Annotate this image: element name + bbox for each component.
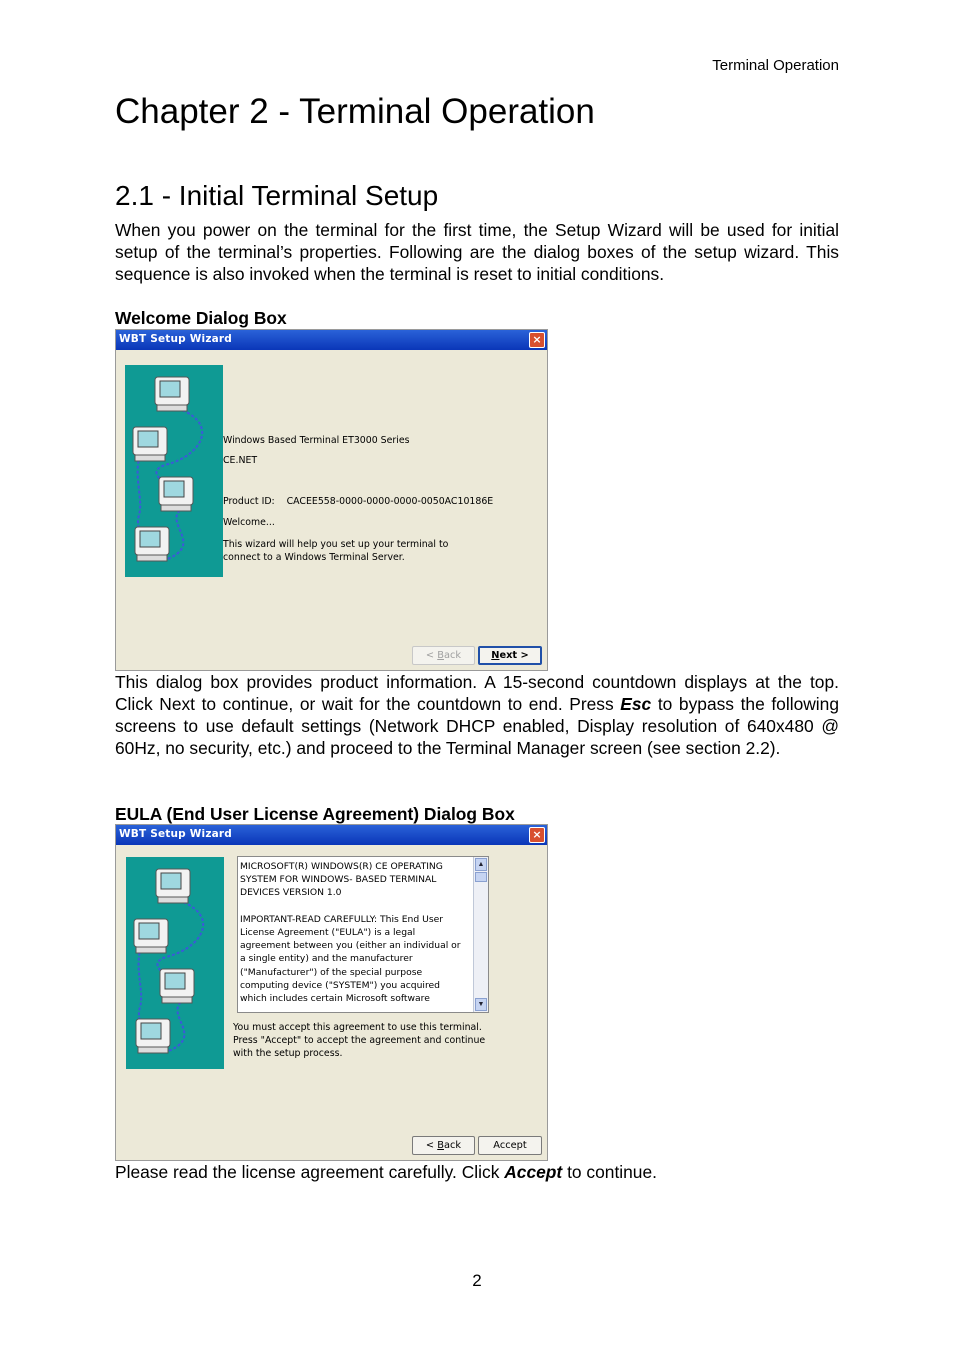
license-line: computing device ("SYSTEM") you acquired [240,979,441,991]
welcome-dialog-title: WBT Setup Wizard [119,333,233,345]
back-button[interactable]: < Back [412,1136,475,1155]
scroll-up-icon[interactable]: ▲ [475,858,487,871]
eula-caption: EULA (End User License Agreement) Dialog Box [115,804,515,824]
back-button[interactable]: < Back [412,646,475,665]
license-line: DEVICES VERSION 1.0 [240,887,342,899]
license-line: agreement between you (either an individual or [240,940,461,952]
product-name-text: Windows Based Terminal ET3000 Series [223,435,410,446]
wizard-network-graphic [125,365,223,577]
product-id-text: Product ID: CACEE558-0000-0000-0000-0050AC10186E [223,496,494,507]
section-title: 2.1 - Initial Terminal Setup [115,180,439,211]
license-text-box[interactable] [237,856,489,1013]
eula-titlebar [116,825,547,845]
wizard-network-graphic [126,857,224,1069]
welcome-titlebar [116,330,547,350]
running-header: Terminal Operation [712,57,839,74]
eula-dialog [115,824,548,1161]
page-number: 2 [472,1271,482,1290]
welcome-caption: Welcome Dialog Box [115,308,287,328]
license-line: ("Manufacturer") of the special purpose [240,966,423,978]
network-computers-icon [125,365,223,577]
welcome-dialog [115,329,548,671]
scroll-thumb[interactable] [475,872,487,882]
os-text: CE.NET [223,455,258,466]
close-icon[interactable]: × [529,827,545,843]
license-line: which includes certain Microsoft software [240,993,430,1004]
close-icon[interactable]: × [529,332,545,348]
chapter-title: Chapter 2 - Terminal Operation [115,92,595,131]
network-computers-icon [126,857,224,1069]
accept-notice-line: You must accept this agreement to use this terminal. [233,1022,482,1033]
wizard-desc-line-1: This wizard will help you set up your terminal to [223,539,449,550]
license-line: MICROSOFT(R) WINDOWS(R) CE OPERATING [240,861,443,872]
welcome-text: Welcome... [223,517,275,528]
license-line: SYSTEM FOR WINDOWS- BASED TERMINAL [240,874,437,886]
wizard-desc-line-2: connect to a Windows Terminal Server. [223,552,405,563]
license-line: IMPORTANT-READ CAREFULLY: This End User [240,913,444,925]
license-scrollbar[interactable] [473,857,488,1012]
next-button[interactable]: Next > [478,646,542,665]
accept-button[interactable]: Accept [478,1136,542,1155]
welcome-description: This dialog box provides product information. A 15-second countdown displays at the top. Click Next to continue, or wait for the countdown to end. Press Esc to bypass the following screens to use default settings (Network DHCP enabled, Display resolution of 640x480 @ 60Hz, no security, etc.) and proceed to the Terminal Manager screen (see section 2.2). [115,672,840,758]
eula-dialog-title: WBT Setup Wizard [119,828,233,840]
scroll-down-icon[interactable]: ▼ [475,998,487,1011]
accept-notice-line: with the setup process. [233,1048,343,1059]
license-line: License Agreement ("EULA") is a legal [240,927,416,938]
license-line: a single entity) and the manufacturer [240,953,413,965]
eula-description: Please read the license agreement carefully. Click Accept to continue. [115,1162,657,1182]
intro-paragraph: When you power on the terminal for the first time, the Setup Wizard will be used for initial setup of the terminal’s properties. Following are the dialog boxes of the setup wizard. This sequence is also invoked when the terminal is reset to initial conditions. [115,220,839,284]
accept-notice-line: Press "Accept" to accept the agreement and continue [233,1035,486,1046]
